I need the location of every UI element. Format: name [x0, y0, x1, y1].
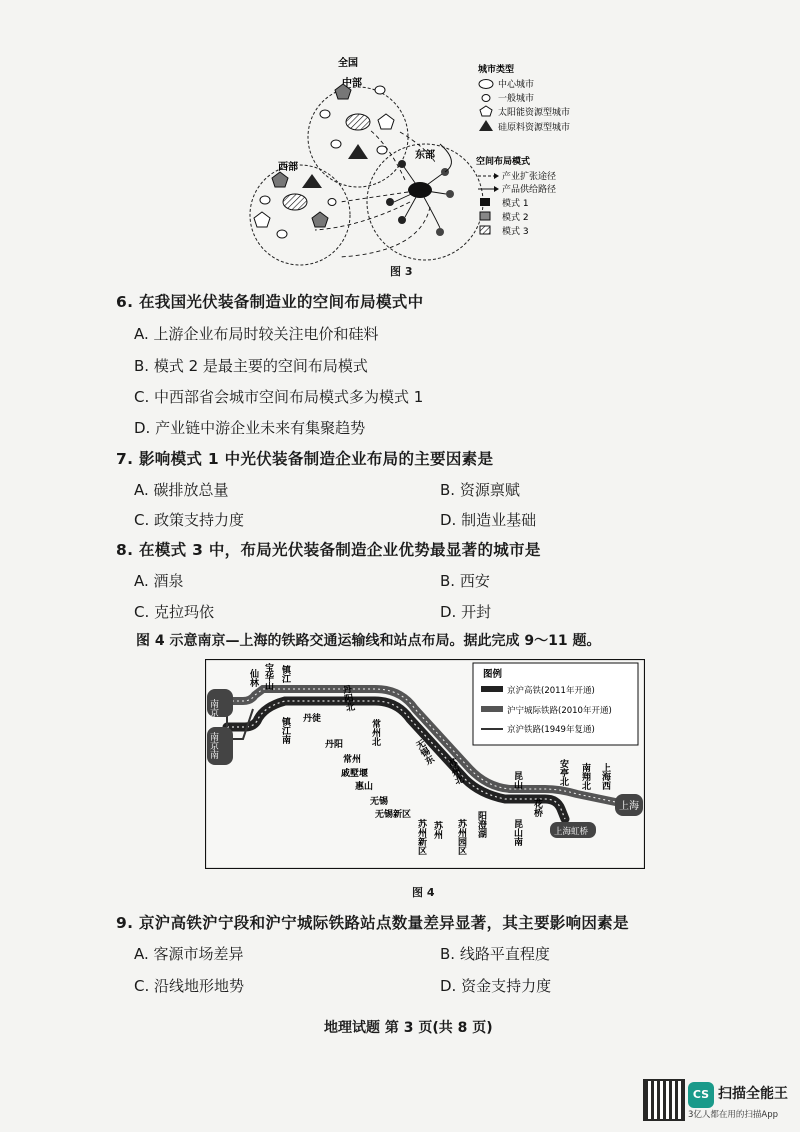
svg-text:城市类型: 城市类型 — [478, 65, 515, 75]
svg-text:硅原料资源型城市: 硅原料资源型城市 — [498, 123, 570, 133]
q8-stem: 8. 在模式 3 中，布局光伏装备制造企业优势最显著的城市是 — [116, 541, 541, 559]
station-kunshannan: 昆山南 — [512, 819, 522, 846]
station-baohuashan: 宝华山 — [263, 663, 273, 690]
station-nanxiang-bei: 南翔北 — [580, 763, 590, 790]
station-shanghaixi: 上海西 — [600, 763, 610, 790]
solar-city-pentagon — [272, 172, 288, 187]
q9-option-d[interactable]: D. 资金支持力度 — [440, 977, 552, 995]
svg-text:图例: 图例 — [483, 669, 503, 680]
station-suzhoubei: 苏州北 — [445, 757, 464, 787]
station-suzhouyuanqu: 苏州园区 — [456, 819, 466, 855]
svg-text:京沪高铁(2011年开通): 京沪高铁(2011年开通) — [507, 686, 595, 696]
station-huishan: 惠山 — [355, 782, 374, 792]
station-shanghaihongqiao: 上海虹桥 — [554, 827, 589, 837]
q9-stem: 9. 京沪高铁沪宁段和沪宁城际铁路站点数量差异显著，其主要影响因素是 — [116, 914, 629, 932]
scanner-tagline: 3亿人都在用的扫描App — [688, 1110, 779, 1120]
q9-option-c[interactable]: C. 沿线地形地势 — [134, 977, 245, 995]
q7-option-c[interactable]: C. 政策支持力度 — [134, 511, 245, 529]
q8-option-d[interactable]: D. 开封 — [440, 603, 492, 621]
station-shanghai: 上海 — [619, 801, 639, 812]
figure4-intro: 图 4 示意南京—上海的铁路交通运输线和站点布局。据此完成 9～11 题。 — [136, 633, 601, 649]
central-region-circle — [308, 87, 408, 187]
label-central: 中部 — [342, 78, 362, 89]
q8-option-b[interactable]: B. 西安 — [440, 572, 490, 590]
q6-option-d[interactable]: D. 产业链中游企业未来有集聚趋势 — [134, 419, 366, 437]
station-anting-bei: 安亭北 — [558, 759, 568, 786]
solar-city-pentagon — [312, 212, 328, 227]
mode1-city — [398, 216, 406, 224]
station-huaqiao: 花桥 — [532, 799, 542, 817]
figure4-legend — [473, 663, 638, 745]
mode3-central-city — [346, 114, 370, 130]
figure3-caption: 图 3 — [390, 265, 413, 278]
svg-text:模式 2: 模式 2 — [502, 213, 529, 223]
general-city — [328, 199, 336, 206]
station-wuxidong: 无锡东 — [412, 738, 435, 767]
station-wuxi: 无锡 — [370, 797, 389, 807]
silicon-city-triangle — [302, 174, 322, 188]
svg-text:沪宁城际铁路(2010年开通): 沪宁城际铁路(2010年开通) — [507, 706, 612, 716]
q6-option-c[interactable]: C. 中西部省会城市空间布局模式多为模式 1 — [134, 388, 424, 406]
q8-option-c[interactable]: C. 克拉玛依 — [134, 603, 215, 621]
station-suzhou: 苏州 — [432, 821, 442, 839]
page-footer: 地理试题 第 3 页(共 8 页) — [324, 1020, 493, 1036]
supply-arrow — [440, 144, 451, 172]
station-yangchenghu: 阳澄湖 — [476, 811, 486, 838]
camscanner-logo: CS — [688, 1082, 714, 1108]
mode1-city — [386, 198, 394, 206]
solar-city-pentagon — [378, 114, 394, 129]
q6-option-a[interactable]: A. 上游企业布局时较关注电价和硅料 — [134, 325, 379, 343]
figure3-legend — [476, 63, 570, 237]
q8-option-a[interactable]: A. 酒泉 — [134, 572, 184, 590]
general-city — [260, 196, 270, 204]
q6-option-b[interactable]: B. 模式 2 是最主要的空间布局模式 — [134, 357, 368, 375]
label-west: 西部 — [278, 162, 298, 173]
station-suzhouxinqu: 苏州新区 — [416, 819, 426, 855]
station-dantu: 丹徒 — [303, 714, 322, 724]
svg-text:一般城市: 一般城市 — [498, 94, 535, 104]
q6-stem: 6. 在我国光伏装备制造业的空间布局模式中 — [116, 293, 424, 311]
general-city — [277, 230, 287, 238]
station-qishuyan: 戚墅堰 — [341, 769, 369, 779]
station-danyang: 丹阳 — [325, 740, 344, 750]
station-zhenjiang: 镇江 — [280, 665, 290, 683]
station-nanjing: 南京 — [208, 699, 218, 717]
label-east: 东部 — [415, 150, 435, 161]
east-region-circle — [367, 144, 483, 260]
solar-city-pentagon — [254, 212, 270, 227]
station-nanjingnan: 南京南 — [208, 732, 218, 759]
mode1-city — [436, 228, 444, 236]
general-city — [320, 110, 330, 118]
svg-text:太阳能资源型城市: 太阳能资源型城市 — [498, 108, 570, 118]
silicon-city-triangle — [348, 144, 368, 159]
general-city — [375, 86, 385, 94]
q9-option-a[interactable]: A. 客源市场差异 — [134, 945, 244, 963]
q7-option-a[interactable]: A. 碳排放总量 — [134, 481, 229, 499]
general-city — [331, 140, 341, 148]
scanner-brand: 扫描全能王 — [718, 1086, 788, 1102]
svg-text:京沪铁路(1949年复通): 京沪铁路(1949年复通) — [507, 725, 595, 735]
svg-text:模式 3: 模式 3 — [502, 227, 529, 237]
figure4-caption: 图 4 — [412, 886, 435, 899]
station-kunshan: 昆山 — [512, 771, 522, 789]
svg-text:产品供给路径: 产品供给路径 — [502, 185, 557, 195]
station-danyangbei: 丹阳北 — [340, 684, 355, 713]
station-zhenjiangnan: 镇江南 — [280, 717, 290, 744]
svg-text:空间布局模式: 空间布局模式 — [476, 157, 531, 167]
q7-option-b[interactable]: B. 资源禀赋 — [440, 481, 520, 499]
station-xianlin: 仙林 — [248, 669, 258, 687]
svg-text:中心城市: 中心城市 — [498, 80, 535, 90]
figure4-rail-map — [205, 659, 645, 869]
station-changzhou: 常州 — [343, 755, 362, 765]
mode1-city — [446, 190, 454, 198]
mode3-central-city — [283, 194, 307, 210]
qr-code — [643, 1079, 685, 1121]
svg-text:模式 1: 模式 1 — [502, 199, 529, 209]
station-changzhoubei: 常州北 — [370, 719, 380, 746]
q7-stem: 7. 影响模式 1 中光伏装备制造企业布局的主要因素是 — [116, 450, 494, 468]
q7-option-d[interactable]: D. 制造业基础 — [440, 511, 537, 529]
station-wuxixinqu: 无锡新区 — [375, 810, 412, 820]
q9-option-b[interactable]: B. 线路平直程度 — [440, 945, 550, 963]
mode1-city — [398, 160, 406, 168]
svg-text:产业扩张途径: 产业扩张途径 — [502, 172, 557, 182]
label-national: 全国 — [338, 58, 358, 69]
figure3-diagram — [240, 52, 570, 267]
